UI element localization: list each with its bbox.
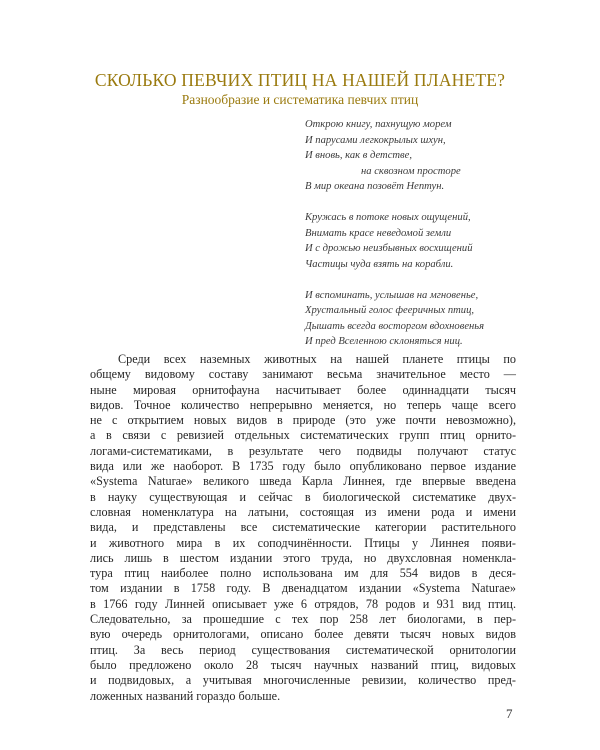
body-line: не с открытием новых видов в природе (это уже почти невозможно),	[90, 413, 516, 428]
body-line: общему видовому составу занимают весьма значительное место —	[90, 367, 516, 382]
page-number: 7	[506, 706, 513, 721]
poem-stanza-3	[305, 288, 565, 350]
chapter-subtitle: Разнообразие и систематика певчих птиц	[181, 92, 419, 107]
body-line: словная номенклатура на латыни, состоящая из имени рода и имени	[90, 504, 516, 519]
body-paragraph	[90, 352, 516, 704]
body-line: вида, и представлены все систематические категории растительного	[90, 520, 516, 535]
body-line: Следовательно, за прошедшие с тех пор 258 лет биологами, в пер-	[90, 612, 516, 627]
body-line: вую очередь орнитологами, описано более девяти тысяч новых видов	[90, 627, 516, 642]
body-line: лись лишь в шестом издании этого труда, но двухсловная номенкла-	[90, 550, 516, 565]
body-line: вида или же наоборот. В 1735 году было опубликовано первое издание	[90, 459, 516, 474]
body-line: тура птиц наиболее полно использована им для 554 видов в деся-	[90, 566, 516, 581]
body-line: том издании в 1758 году. В двенадцатом издании «Systema Naturae»	[90, 581, 516, 596]
chapter-title: СКОЛЬКО ПЕВЧИХ ПТИЦ НА НАШЕЙ ПЛАНЕТЕ?	[94, 70, 506, 90]
body-line: в 1766 году Линней описывает уже 6 отрядов, 78 родов и 931 вид птиц.	[90, 596, 516, 611]
poem-line: Дышать всегда восторгом вдохновенья	[305, 320, 485, 332]
poem-line: И пред Вселенною склоняться ниц.	[305, 336, 463, 347]
epigraph-poem	[305, 117, 565, 365]
body-line: Среди всех наземных животных на нашей планете птицы по	[118, 352, 516, 366]
body-line: было предложено около 28 тысяч научных названий птиц, видовых	[90, 657, 516, 672]
poem-line: В мир океана позовёт Нептун.	[305, 181, 445, 192]
poem-line: Открою книгу, пахнущую морем	[305, 119, 452, 130]
poem-line: И вспоминать, услышав на мгновенье,	[305, 289, 479, 301]
poem-stanza-1	[305, 117, 565, 195]
body-line: в науку существующая и сейчас в биологической систематике двух-	[90, 489, 516, 504]
poem-line: Хрустальный голос фееричных птиц,	[305, 305, 475, 316]
body-line: ныне мировая орнитофауна насчитывает более одиннадцати тысяч	[90, 382, 516, 397]
poem-line: Внимать красе неведомой земли	[305, 227, 452, 239]
poem-line: И вновь, как в детстве,	[305, 150, 413, 161]
poem-line: Частицы чуда взять на корабли.	[305, 258, 454, 270]
body-line: и подвидовых, а учитывая многочисленные ревизии, количество пред-	[90, 673, 516, 688]
body-line: ложенных названий гораздо больше.	[90, 688, 281, 703]
poem-line: И с дрожью неизбывных восхищений	[305, 243, 473, 254]
poem-line: на сквозном просторе	[361, 165, 461, 177]
body-line: и животного мира в их соподчинённости. Птицы у Линнея появи-	[90, 535, 516, 550]
poem-line: И парусами легкокрылых шхун,	[305, 134, 446, 146]
body-line: логами-систематиками, в результате чего подвиды получают статус	[90, 443, 516, 458]
body-line: а в связи с ревизией отдельных систематических групп птиц орнито-	[90, 428, 516, 443]
body-line: видов. Точное количество непрерывно меняется, но теперь чаще всего	[90, 397, 516, 412]
poem-stanza-2	[305, 210, 565, 272]
body-line: «Systema Naturae» великого шведа Карла Линнея, где впервые введена	[90, 474, 516, 489]
body-line: птиц. За весь период существования систематической орнитологии	[90, 642, 516, 657]
poem-line: Кружась в потоке новых ощущений,	[305, 212, 471, 223]
